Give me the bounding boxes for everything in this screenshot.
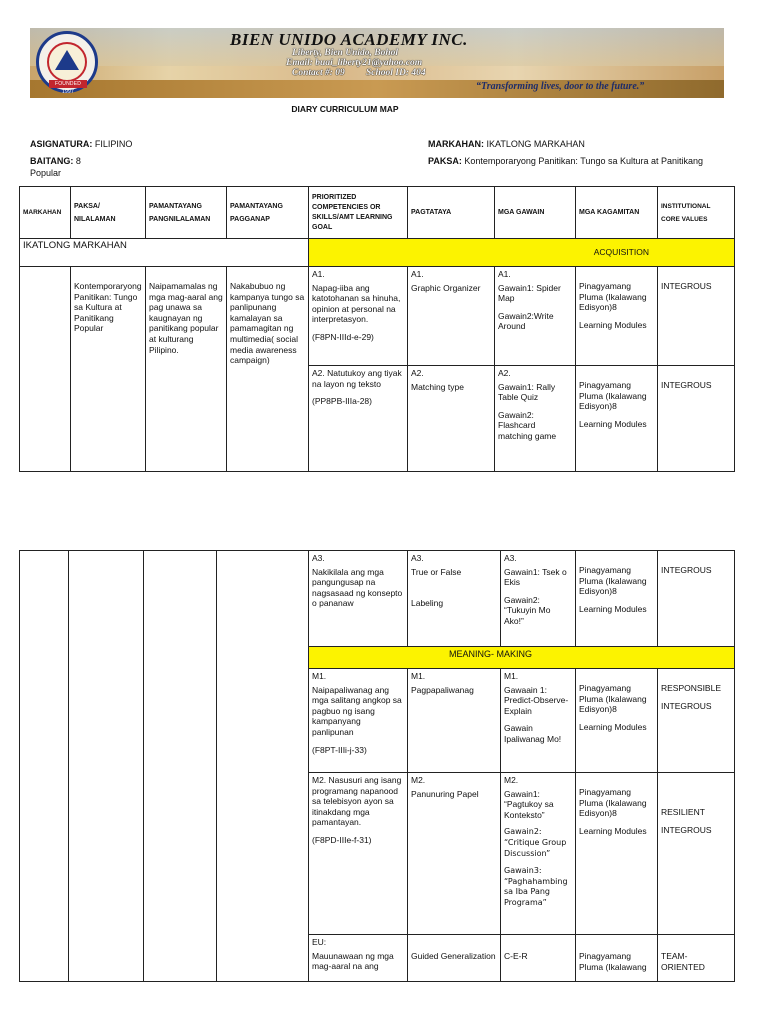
m2-gawain-3: Gawain3: “Paghahambing sa Iba Pang Programa” [504, 866, 568, 907]
col-pagganap [227, 187, 309, 239]
m2-kagamitan-1: Pinagyamang Pluma (Ikalawang Edisyon)8 [579, 787, 647, 819]
table-row [20, 267, 735, 366]
pagganap-cell-cont [217, 551, 309, 982]
pangnilalaman-cell-cont [144, 551, 217, 982]
a3-code: A3. [312, 553, 325, 563]
col-core-values-line2: CORE VALUES [661, 215, 708, 223]
col-gawain: MGA GAWAIN [495, 187, 576, 239]
col-markahan: MARKAHAN [20, 187, 71, 239]
a3-pagtataya-code: A3. [411, 553, 424, 563]
paksa-cell-cont [69, 551, 144, 982]
markahan-value: IKATLONG MARKAHAN [486, 139, 585, 149]
m1-gawain-code: M1. [504, 671, 519, 681]
gawain-m1-cell [501, 669, 576, 773]
a1-pagtataya: Graphic Organizer [411, 282, 481, 293]
quarter-label-cell: IKATLONG MARKAHAN [20, 239, 309, 267]
col-pagganap-line2: PAGGANAP [230, 215, 270, 223]
document-title: DIARY CURRICULUM MAP [291, 104, 399, 114]
m1-value-2: INTEGROUS [661, 700, 712, 711]
seal-founded-text: FOUNDED 1997 [49, 80, 87, 88]
paksa-label: PAKSA: [428, 156, 462, 166]
a1-gawain-code: A1. [498, 269, 511, 279]
a2-kagamitan-2: Learning Modules [579, 418, 647, 429]
pagtataya-a1-cell [408, 267, 495, 366]
a3-competency: Nakikilala ang mga pangungusap na nagsasaad ng konsepto o pananaw [312, 566, 403, 609]
a1-gawain-1: Gawain1: Spider Map [498, 282, 561, 304]
markahan-cell-cont [20, 551, 69, 982]
seal-triangle [55, 50, 79, 70]
competency-a2-cell [309, 366, 408, 472]
a3-gawain-2: Gawain2: “Tukuyin Mo Ako!” [504, 594, 551, 626]
m1-gawain-1: Gawaain 1: Predict-Observe-Explain [504, 684, 569, 716]
a1-kagamitan-1: Pinagyamang Pluma (Ikalawang Edisyon)8 [579, 281, 647, 313]
a2-pagtataya: Matching type [411, 381, 464, 392]
a2-pagtataya-code: A2. [411, 368, 424, 378]
m1-competency-code: (F8PT-IIIi-j-33) [312, 744, 367, 755]
m1-value-1: RESPONSIBLE [661, 683, 721, 693]
paksa-cell: Kontemporaryong Panitikan: Tungo sa Kultura at Panitikang Popular [71, 267, 146, 472]
a3-gawain-1: Gawain1: Tsek o Ekis [504, 566, 567, 588]
value-a2-cell: INTEGROUS [658, 366, 735, 472]
asignatura-field [30, 139, 132, 149]
paksa-continuation: Popular [30, 168, 62, 178]
a2-gawain-2: Gawain2: Flashcard matching game [498, 409, 557, 441]
col-pangnilalaman-line1: PAMANTAYANG [149, 202, 202, 210]
col-pagtataya: PAGTATAYA [408, 187, 495, 239]
m2-gawain-1: Gawain1: “Pagtukoy sa Konteksto” [504, 788, 554, 820]
paksa-field [428, 156, 703, 166]
kagamitan-a2-cell [576, 366, 658, 472]
school-seal-logo [36, 31, 98, 93]
a3-pagtataya-2: Labeling [411, 598, 444, 609]
asignatura-label: ASIGNATURA: [30, 139, 93, 149]
curriculum-map-table-page1 [19, 186, 735, 472]
m1-pagtataya-code: M1. [411, 671, 426, 681]
table-row [20, 239, 735, 267]
m1-competency: Naipapaliwanag ang mga salitang angkop sa pagbuo ng isang kampanyang panlipunan [312, 684, 402, 737]
m2-kagamitan-2: Learning Modules [579, 825, 647, 836]
m1-gawain-2: Gawain Ipaliwanag Mo! [504, 723, 562, 744]
pagtataya-eu-cell: Guided Generalization [408, 935, 501, 982]
value-m2-cell [658, 773, 735, 935]
a1-gawain-2: Gawain2:Write Around [498, 310, 554, 332]
m1-pagtataya: Pagpapaliwanag [411, 684, 474, 695]
m1-kagamitan-2: Learning Modules [579, 721, 647, 732]
m2-value-1: RESILIENT [661, 807, 705, 817]
competency-a3-cell [309, 551, 408, 647]
pagganap-cell: Nakabubuo ng kampanya tungo sa panlipunang kamalayan sa pamamagitan ng multimedia( social media awareness campaign) [227, 267, 309, 472]
school-address: Liberty, Bien Unido, Bohol [292, 48, 399, 58]
baitang-value: 8 [75, 156, 81, 166]
kagamitan-a1-cell [576, 267, 658, 366]
gawain-m2-cell [501, 773, 576, 935]
a1-competency: Napag-iiba ang katotohanan sa hinuha, opinion at personal na interpretasyon. [312, 282, 401, 325]
value-m1-cell [658, 669, 735, 773]
a1-competency-code: (F8PN-IIId-e-29) [312, 331, 374, 342]
gawain-eu-cell: C-E-R [501, 935, 576, 982]
a2-gawain-code: A2. [498, 368, 511, 378]
col-competencies: PRIORITIZED COMPETENCIES OR SKILLS/AMT LEARNING GOAL [309, 187, 408, 239]
col-paksa-line2: NILALAMAN [74, 215, 116, 223]
baitang-label: BAITANG: [30, 156, 74, 166]
pagtataya-m2-cell [408, 773, 501, 935]
acquisition-band: ACQUISITION [309, 239, 735, 267]
a3-kagamitan-2: Learning Modules [579, 603, 647, 614]
kagamitan-m2-cell [576, 773, 658, 935]
school-contact: Contact #: 09 [292, 68, 345, 78]
col-pangnilalaman [146, 187, 227, 239]
competency-eu-cell [309, 935, 408, 982]
m2-competency: M2. Nasusuri ang isang programang napanood sa telebisyon ayon sa itinakdang mga pamantayan. [312, 775, 402, 828]
m1-code: M1. [312, 671, 327, 681]
table-row [20, 551, 735, 647]
a1-code: A1. [312, 269, 325, 279]
col-core-values [658, 187, 735, 239]
school-name: BIEN UNIDO ACADEMY INC. [230, 30, 468, 49]
a2-competency: A2. Natutukoy ang tiyak na layon ng teksto [312, 368, 402, 389]
pagtataya-m1-cell [408, 669, 501, 773]
kagamitan-a3-cell [576, 551, 658, 647]
asignatura-value: FILIPINO [94, 139, 133, 149]
m2-gawain-2: Gawain2: “Critique Group Discussion” [504, 827, 567, 858]
col-pagganap-line1: PAMANTAYANG [230, 202, 283, 210]
markahan-cell [20, 267, 71, 472]
curriculum-map-table-page2 [19, 550, 735, 982]
pagtataya-a2-cell [408, 366, 495, 472]
m1-kagamitan-1: Pinagyamang Pluma (Ikalawang Edisyon)8 [579, 683, 647, 715]
m2-pagtataya-code: M2. [411, 775, 426, 785]
value-a3-cell: INTEGROUS [658, 551, 735, 647]
table-header-row [20, 187, 735, 239]
competency-a1-cell [309, 267, 408, 366]
meaning-making-band: MEANING- MAKING [309, 647, 735, 669]
col-paksa [71, 187, 146, 239]
eu-competency: Mauunawaan ng mga mag-aaral na ang [312, 950, 394, 972]
m2-competency-code: (F8PD-IIIe-f-31) [312, 834, 372, 845]
a3-pagtataya-1: True or False [411, 566, 462, 577]
col-kagamitan: MGA KAGAMITAN [576, 187, 658, 239]
kagamitan-eu-cell: Pinagyamang Pluma (Ikalawang [576, 935, 658, 982]
value-a1-cell: INTEGROUS [658, 267, 735, 366]
a3-gawain-code: A3. [504, 553, 517, 563]
school-id: School ID: 404 [366, 68, 426, 78]
m2-value-2: INTEGROUS [661, 824, 712, 835]
col-paksa-line1: PAKSA/ [74, 202, 100, 210]
kagamitan-m1-cell [576, 669, 658, 773]
col-core-values-line1: INSTITUTIONAL [661, 202, 711, 210]
pangnilalaman-cell: Naipamamalas ng mga mag-aaral ang pag unawa sa kaugnayan ng panitikang popular at kulturang Pilipino. [146, 267, 227, 472]
competency-m2-cell [309, 773, 408, 935]
gawain-a2-cell [495, 366, 576, 472]
school-tagline: “Transforming lives, door to the future.” [476, 81, 645, 92]
school-email: Email: buai_liberty21@yahoo.com [286, 58, 423, 68]
pagtataya-a3-cell [408, 551, 501, 647]
eu-code: EU: [312, 937, 327, 947]
a2-gawain-1: Gawain1: Rally Table Quiz [498, 381, 556, 403]
a2-competency-code: (PP8PB-IIIa-28) [312, 396, 372, 407]
a2-kagamitan-1: Pinagyamang Pluma (Ikalawang Edisyon)8 [579, 380, 647, 412]
a1-kagamitan-2: Learning Modules [579, 319, 647, 330]
value-eu-cell: TEAM-ORIENTED [658, 935, 735, 982]
paksa-value: Kontemporaryong Panitikan: Tungo sa Kultura at Panitikang [464, 156, 704, 166]
m2-pagtataya: Panunuring Papel [411, 788, 479, 799]
baitang-field [30, 156, 81, 166]
a1-pagtataya-code: A1. [411, 269, 424, 279]
col-pangnilalaman-line2: PANGNILALAMAN [149, 215, 211, 223]
gawain-a1-cell [495, 267, 576, 366]
competency-m1-cell [309, 669, 408, 773]
markahan-field [428, 139, 585, 149]
a3-kagamitan-1: Pinagyamang Pluma (Ikalawang Edisyon)8 [579, 565, 647, 597]
m2-gawain-code: M2. [504, 775, 519, 785]
gawain-a3-cell [501, 551, 576, 647]
markahan-label: MARKAHAN: [428, 139, 484, 149]
school-banner [30, 28, 724, 98]
